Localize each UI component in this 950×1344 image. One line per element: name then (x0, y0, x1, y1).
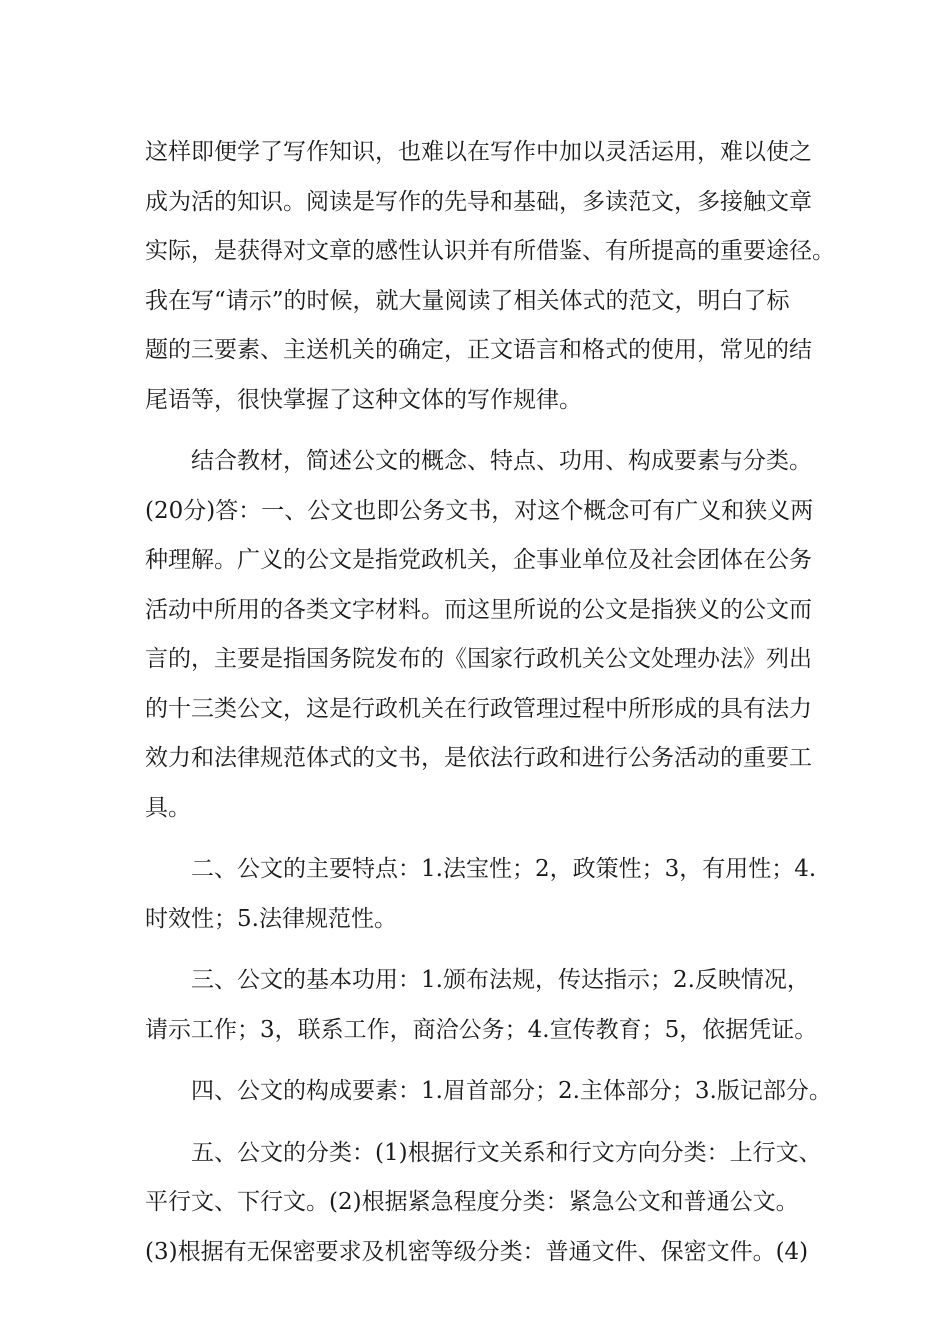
text-line: 四、公文的构成要素：1.眉首部分；2.主体部分；3.版记部分。 (191, 1078, 832, 1104)
text-line: (20分)答：一、公文也即公务文书，对这个概念可有广义和狭义两 (145, 497, 814, 524)
text-line: (3)根据有无保密要求及机密等级分类：普通文件、保密文件。(4) (145, 1238, 809, 1265)
text-line: 五、公文的分类：(1)根据行文关系和行文方向分类：上行文、 (191, 1139, 822, 1166)
text-line: 平行文、下行文。(2)根据紧急程度分类：紧急公文和普通公文。 (145, 1189, 799, 1215)
text-line: 我在写“请示”的时候，就大量阅读了相关体式的范文，明白了标 (145, 287, 790, 314)
text-line: 二、公文的主要特点：1.法宝性；2，政策性；3，有用性；4. (191, 856, 817, 882)
text-line: 结合教材，简述公文的概念、特点、功用、构成要素与分类。 (191, 448, 812, 474)
text-line: 尾语等，很快掌握了这种文体的写作规律。 (145, 386, 582, 413)
text-line: 这样即便学了写作知识，也难以在写作中加以灵活运用，难以使之 (145, 139, 812, 165)
text-line: 三、公文的基本功用：1.颁布法规，传达指示；2.反映情况， (191, 967, 810, 993)
paragraph-elements (145, 1067, 832, 1117)
text-line: 效力和法律规范体式的文书，是依法行政和进行公务活动的重要工 (145, 745, 812, 771)
text-line: 题的三要素、主送机关的确定，正文语言和格式的使用，常见的结 (145, 337, 812, 363)
paragraph-reading-importance (145, 128, 835, 425)
text-line: 的十三类公文，这是行政机关在行政管理过程中所形成的具有法力 (145, 695, 812, 722)
text-line: 请示工作；3，联系工作，商洽公务；4.宣传教育；5，依据凭证。 (145, 1016, 818, 1043)
text-line: 种理解。广义的公文是指党政机关，企事业单位及社会团体在公务 (145, 547, 812, 573)
text-line: 实际，是获得对文章的感性认识并有所借鉴、有所提高的重要途径。 (145, 238, 835, 264)
paragraph-question-concept (145, 437, 815, 833)
text-line: 时效性；5.法律规范性。 (145, 905, 397, 932)
text-line: 活动中所用的各类文字材料。而这里所说的公文是指狭义的公文而 (145, 596, 812, 623)
paragraph-features (145, 845, 815, 944)
text-line: 成为活的知识。阅读是写作的先导和基础，多读范文，多接触文章 (145, 188, 812, 215)
text-line: 具。 (145, 794, 191, 821)
paragraph-functions (145, 956, 818, 1055)
paragraph-classification (145, 1129, 822, 1278)
text-line: 言的，主要是指国务院发布的《国家行政机关公文处理办法》列出 (145, 646, 812, 672)
document-body (145, 128, 835, 1289)
